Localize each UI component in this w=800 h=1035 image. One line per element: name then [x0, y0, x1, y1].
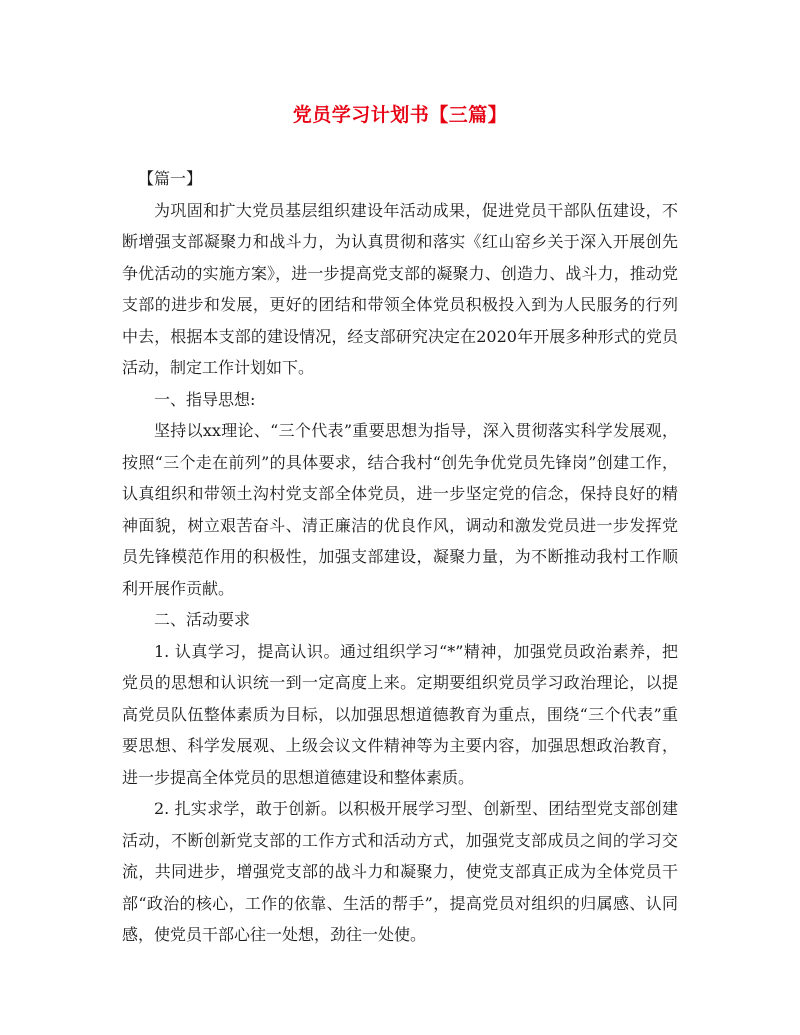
requirement-item-2: 2. 扎实求学，敢于创新。以积极开展学习型、创新型、团结型党支部创建活动，不断创新党支部的工作方式和活动方式，加强党支部成员之间的学习交流，共同进步，增强党支部的战斗力和凝聚力，使党支部真正成为全体党员干部“政治的核心，工作的依靠、生活的帮手”，提高党员对组织的归属感、认同感，使党员干部心往一处想，劲往一处使。	[122, 799, 678, 944]
intro-paragraph: 为巩固和扩大党员基层组织建设年活动成果，促进党员干部队伍建设，不断增强支部凝聚力和战斗力，为认真贯彻和落实《红山窑乡关于深入开展创先争优活动的实施方案》，进一步提高党支部的凝聚力、创造力、战斗力，推动党支部的进步和发展，更好的团结和带领全体党员积极投入到为人民服务的行列中去，根据本支部的建设情况，经支部研究决定在2020年开展多种形式的党员活动，制定工作计划如下。	[122, 200, 678, 377]
section-heading-activity-requirements: 二、活动要求	[154, 610, 251, 629]
guiding-ideology-paragraph: 坚持以xx理论、“三个代表”重要思想为指导，深入贯彻落实科学发展观，按照“三个走在前列”的具体要求，结合我村“创先争优党员先锋岗”创建工作，认真组织和带领土沟村党支部全体党员，进一步坚定党的信念，保持良好的精神面貌，树立艰苦奋斗、清正廉洁的优良作风，调动和激发党员进一步发挥党员先锋模范作用的积极性，加强支部建设，凝聚力量，为不断推动我村工作顺利开展作贡献。	[122, 421, 678, 598]
document-body	[122, 163, 678, 951]
document-title: 党员学习计划书【三篇】	[292, 104, 508, 126]
section-heading-guiding-ideology: 一、指导思想:	[154, 389, 256, 409]
requirement-item-1: 1. 认真学习，提高认识。通过组织学习“*”精神，加强党员政治素养，把党员的思想和认识统一到一定高度上来。定期要组织党员学习政治理论，以提高党员队伍整体素质为目标，以加强思想道德教育为重点，围绕“三个代表”重要思想、科学发展观、上级会议文件精神等为主要内容，加强思想政治教育，进一步提高全体党员的思想道德建设和整体素质。	[122, 641, 678, 787]
part-label: 【篇一】	[138, 169, 203, 188]
